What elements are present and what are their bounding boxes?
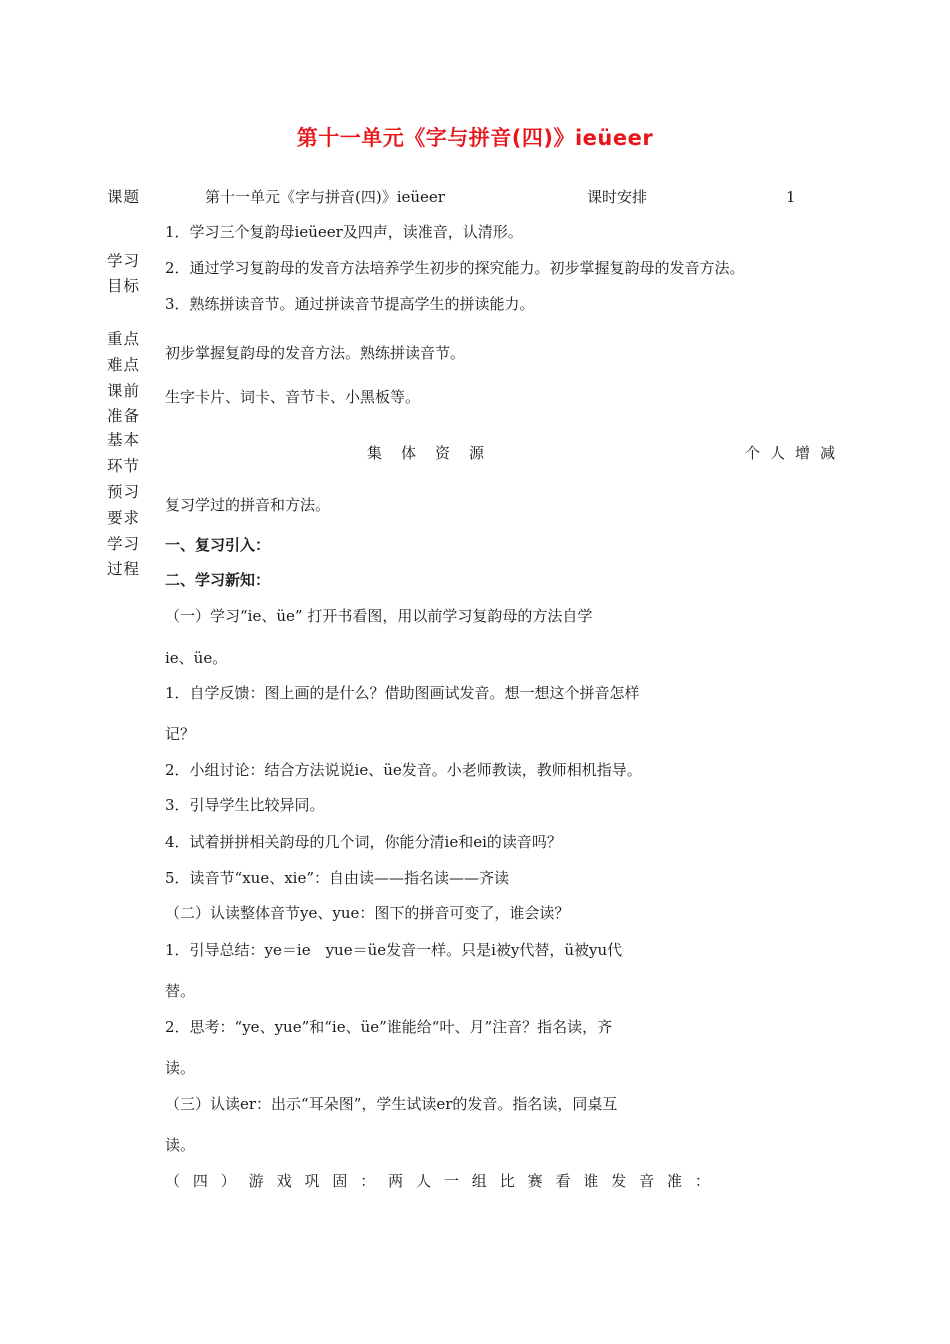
personal-changes-header: 个人增减 (745, 444, 846, 462)
process-p1-line2: ie、üe。 (165, 649, 228, 667)
p11-char: 两 (388, 1172, 404, 1190)
p11-char: 发 (611, 1172, 627, 1190)
label-goals-2: 目标 (107, 277, 141, 295)
p11-char: 游 (248, 1172, 264, 1190)
label-process-1: 学习 (107, 535, 141, 553)
p11-char: 看 (555, 1172, 571, 1190)
p11-char: 准 (667, 1172, 683, 1190)
process-p2-line1: 1．自学反馈：图上画的是什么？借助图画试发音。想一想这个拼音怎样 (165, 684, 640, 702)
document-title: 第十一单元《字与拼音(四)》ieüeer (296, 126, 654, 150)
label-key-1: 重点 (107, 330, 141, 348)
process-p9-line2: 读。 (165, 1059, 196, 1077)
process-p9-line1: 2．思考：“ye、yue”和“ie、üe”谁能给“叶、月”注音？指名读，齐 (165, 1018, 613, 1036)
p11-char: 人 (416, 1172, 432, 1190)
p11-char: 巩 (304, 1172, 320, 1190)
process-p8-line2: 替。 (165, 982, 196, 1000)
process-p6: 5．读音节“xue、xie”：自由读——指名读——齐读 (165, 869, 510, 887)
p11-char: ： (694, 1172, 710, 1190)
process-p10-line2: 读。 (165, 1136, 196, 1154)
process-p11-line (165, 1171, 710, 1191)
p11-char: ： (360, 1172, 376, 1190)
section-review-heading: 一、复习引入： (165, 536, 271, 554)
schedule-label: 课时安排 (587, 188, 648, 206)
schedule-value: 1 (786, 188, 796, 206)
label-key-2: 难点 (107, 356, 141, 374)
process-p3: 2．小组讨论：结合方法说说ie、üe发音。小老师教读，教师相机指导。 (165, 761, 642, 779)
collective-resources-header: 集体资源 (367, 444, 504, 462)
label-prep-1: 课前 (107, 382, 141, 400)
p11-char: 固 (332, 1172, 348, 1190)
label-basic-1: 基本 (107, 431, 141, 449)
goal-3: 3．熟练拼读音节。通过拼读音节提高学生的拼读能力。 (165, 295, 535, 313)
process-p4: 3．引导学生比较异同。 (165, 796, 325, 814)
label-prep-2: 准备 (107, 407, 141, 425)
label-goals-1: 学习 (107, 252, 141, 270)
goal-2: 2．通过学习复韵母的发音方法培养学生初步的探究能力。初步掌握复韵母的发音方法。 (165, 259, 745, 277)
p11-char: 戏 (276, 1172, 292, 1190)
lesson-label: 课题 (107, 188, 141, 206)
p11-char: 音 (639, 1172, 655, 1190)
p11-char: 一 (443, 1172, 459, 1190)
label-process-2: 过程 (107, 560, 141, 578)
p11-char: 赛 (527, 1172, 543, 1190)
process-p5: 4．试着拼拼相关韵母的几个词，你能分清ie和ei的读音吗？ (165, 833, 562, 851)
key-points-text: 初步掌握复韵母的发音方法。熟练拼读音节。 (165, 344, 466, 362)
p11-char: 比 (499, 1172, 515, 1190)
p11-char: （ (165, 1172, 181, 1190)
process-p8-line1: 1．引导总结：ye＝ie yue＝üe发音一样。只是i被y代替，ü被yu代 (165, 941, 623, 959)
label-preview-1: 预习 (107, 483, 141, 501)
process-p2-line2: 记？ (165, 725, 196, 743)
section-new-heading: 二、学习新知： (165, 571, 271, 589)
preview-text: 复习学过的拼音和方法。 (165, 496, 331, 514)
p11-char: 四 (192, 1172, 208, 1190)
p11-char: 谁 (583, 1172, 599, 1190)
process-p1-line1: （一）学习“ie、üe” 打开书看图，用以前学习复韵母的方法自学 (165, 607, 593, 625)
p11-char: 组 (471, 1172, 487, 1190)
process-p7: （二）认读整体音节ye、yue：图下的拼音可变了，谁会读？ (165, 904, 570, 922)
goal-1: 1．学习三个复韵母ieüeer及四声，读准音，认清形。 (165, 223, 523, 241)
label-basic-2: 环节 (107, 457, 141, 475)
label-preview-2: 要求 (107, 509, 141, 527)
p11-char: ） (220, 1172, 236, 1190)
process-p10-line1: （三）认读er：出示“耳朵图”，学生试读er的发音。指名读，同桌互 (165, 1095, 618, 1113)
preparation-text: 生字卡片、词卡、音节卡、小黑板等。 (165, 388, 421, 406)
lesson-value: 第十一单元《字与拼音(四)》ieüeer (205, 188, 445, 206)
